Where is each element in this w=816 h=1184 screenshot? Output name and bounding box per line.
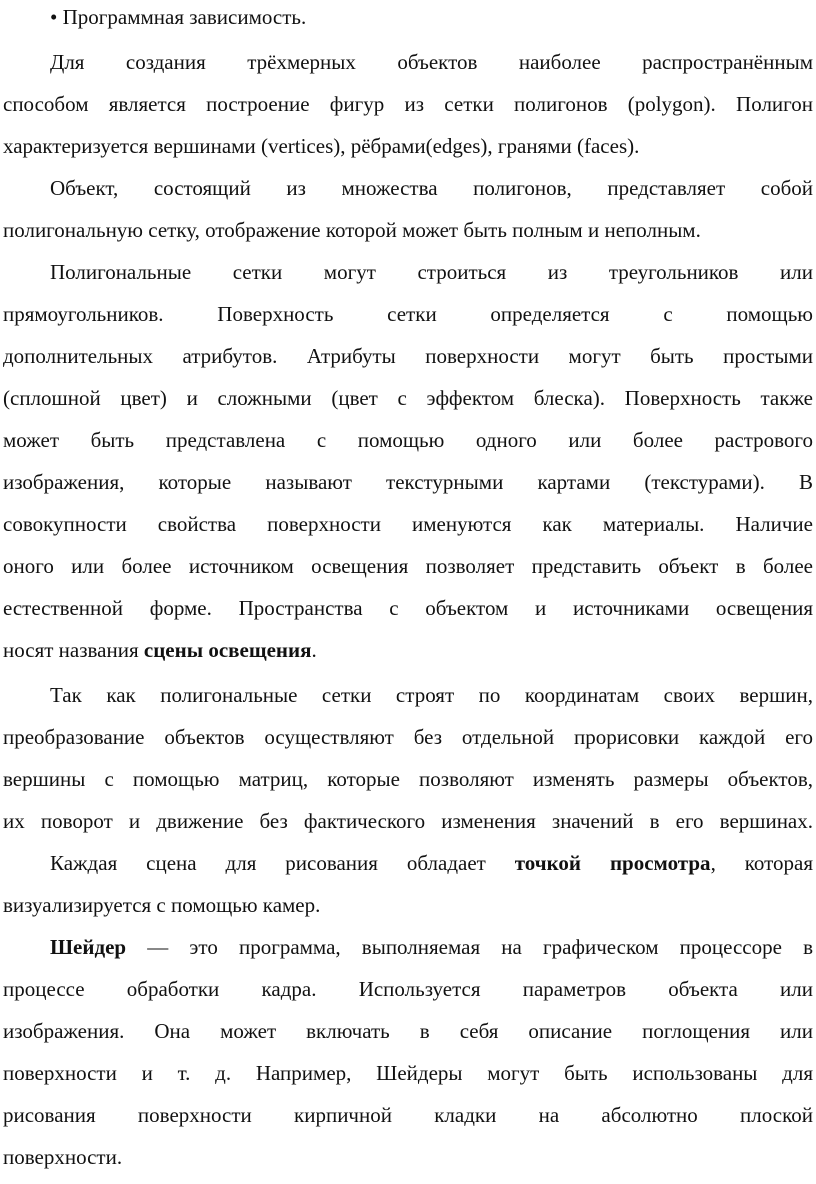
paragraph-line: прямоугольников. Поверхность сетки определяется с помощью	[3, 302, 813, 326]
bullet-symbol: •	[50, 5, 58, 29]
paragraph-line: полигональную сетку, отображение которой может быть полным и неполным.	[3, 218, 701, 242]
paragraph-line: оного или более источником освещения позволяет представить объект в более	[3, 554, 813, 578]
paragraph-line: Полигональные сетки могут строиться из треугольников или	[50, 260, 813, 284]
bullet-text: Программная зависимость.	[62, 5, 307, 29]
text-fragment: Каждая сцена для рисования обладает	[50, 851, 515, 875]
paragraph-line: Объект, состоящий из множества полигонов, представляет собой	[50, 176, 813, 200]
paragraph-line: процессе обработки кадра. Используется параметров объекта или	[3, 977, 813, 1001]
paragraph-line: Для создания трёхмерных объектов наиболее распространённым	[50, 50, 813, 74]
paragraph-line: дополнительных атрибутов. Атрибуты поверхности могут быть простыми	[3, 344, 813, 368]
paragraph-line: характеризуется вершинами (vertices), рёбрами(edges), гранями (faces).	[3, 134, 640, 158]
paragraph-line	[3, 635, 813, 665]
bold-term-viewpoint: точкой просмотра	[514, 851, 711, 875]
paragraph-line: изображения, которые называют текстурными картами (текстурами). В	[3, 470, 813, 494]
paragraph-line	[50, 848, 813, 878]
paragraph-line: поверхности.	[3, 1145, 123, 1169]
text-fragment: — это программа, выполняемая на графическом процессоре в	[126, 935, 813, 959]
paragraph-line: изображения. Она может включать в себя описание поглощения или	[3, 1019, 813, 1043]
paragraph-line: способом является построение фигур из сетки полигонов (polygon). Полигон	[3, 92, 813, 116]
bold-term-lighting-scene: сцены освещения	[143, 638, 312, 662]
paragraph-line: (сплошной цвет) и сложными (цвет с эффектом блеска). Поверхность также	[3, 386, 813, 410]
text-fragment: , которая	[710, 851, 813, 875]
paragraph-line: вершины с помощью матриц, которые позволяют изменять размеры объектов,	[3, 767, 813, 791]
paragraph-line: их поворот и движение без фактического изменения значений в его вершинах.	[3, 809, 813, 833]
bullet-item	[50, 2, 813, 32]
paragraph-line: может быть представлена с помощью одного или более растрового	[3, 428, 813, 452]
paragraph-line: совокупности свойства поверхности именуются как материалы. Наличие	[3, 512, 813, 536]
text-fragment: .	[311, 638, 317, 662]
paragraph-line: визуализируется с помощью камер.	[3, 893, 321, 917]
text-fragment: носят названия	[3, 638, 144, 662]
paragraph-line: преобразование объектов осуществляют без отдельной прорисовки каждой его	[3, 725, 813, 749]
paragraph-line	[50, 932, 813, 962]
paragraph-line: Так как полигональные сетки строят по координатам своих вершин,	[50, 683, 813, 707]
bold-term-shader: Шейдер	[50, 935, 127, 959]
paragraph-line: рисования поверхности кирпичной кладки на абсолютно плоской	[3, 1103, 813, 1127]
paragraph-line: поверхности и т. д. Например, Шейдеры могут быть использованы для	[3, 1061, 813, 1085]
paragraph-line: естественной форме. Пространства с объектом и источниками освещения	[3, 596, 813, 620]
